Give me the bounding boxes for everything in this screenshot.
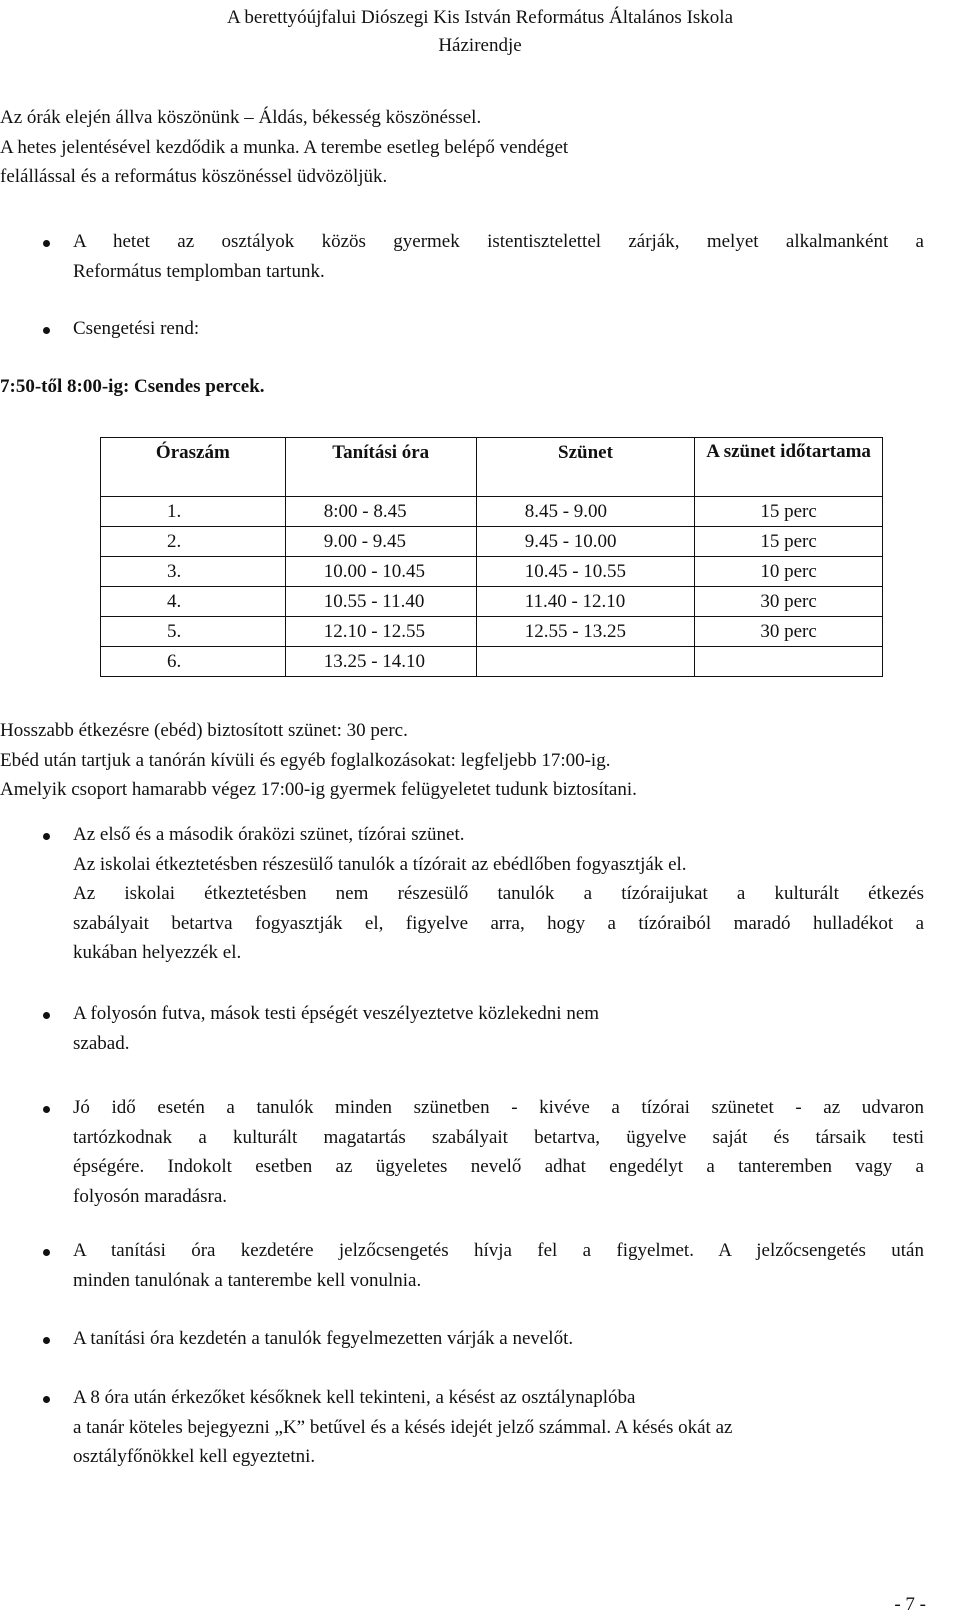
bullet-lateness: [73, 1383, 924, 1472]
bullet-bell: Csengetési rend:: [73, 318, 200, 339]
table-row: [101, 527, 883, 557]
cell-lesson: 12.10 - 12.55: [285, 617, 476, 647]
cell-break: 10.45 - 10.55: [476, 557, 695, 587]
cell-number: 1.: [101, 497, 286, 527]
bullet-week-line-2: Református templomban tartunk.: [73, 260, 325, 282]
page-number: - 7 -: [894, 1594, 926, 1615]
bullet-week: [73, 227, 924, 286]
lateness-line-1: A 8 óra után érkezőket későknek kell tekinteni, a késést az osztálynaplóba: [73, 1387, 636, 1408]
cell-duration: 10 perc: [695, 557, 883, 587]
col-header-break: Szünet: [476, 438, 695, 497]
cell-break: [476, 647, 695, 677]
snack-line-5: kukában helyezzék el.: [73, 942, 242, 963]
bullet-icon: [43, 1337, 50, 1344]
header-doc: Házirendje: [438, 35, 522, 56]
signal-line-2: minden tanulónak a tanterembe kell vonulnia.: [73, 1269, 422, 1291]
bullet-icon: [43, 1249, 50, 1256]
cell-number: 4.: [101, 587, 286, 617]
lateness-line-3: osztályfőnökkel kell egyeztetni.: [73, 1446, 316, 1467]
snack-line-2: Az iskolai étkeztetésben részesülő tanulók a tízórait az ebédlőben fogyasztják el.: [73, 853, 687, 875]
lateness-line-2: a tanár köteles bejegyezni „K” betűvel és a késés idejét jelző számmal. A késés okát az: [73, 1416, 733, 1438]
bell-schedule-table: [100, 437, 883, 677]
table-row: [101, 647, 883, 677]
table-row: [101, 587, 883, 617]
intro-line-3: felállással és a református köszönéssel üdvözöljük.: [0, 166, 388, 187]
col-header-lesson-number: Óraszám: [101, 438, 286, 497]
table-row: [101, 497, 883, 527]
intro-line-2: A hetes jelentésével kezdődik a munka. A terembe esetleg belépő vendéget: [0, 136, 569, 158]
bullet-snack-break: [73, 820, 924, 968]
bullet-icon: [43, 240, 50, 247]
yard-line-3: épségére. Indokolt esetben az ügyeletes nevelő adhat engedélyt a tanteremben vagy a: [73, 1156, 924, 1177]
cell-lesson: 10.55 - 11.40: [285, 587, 476, 617]
cell-break: 9.45 - 10.00: [476, 527, 695, 557]
afternoon-activities-line: Ebéd után tartjuk a tanórán kívüli és egyéb foglalkozásokat: legfeljebb 17:00-ig.: [0, 749, 611, 771]
bullet-icon: [43, 1396, 50, 1403]
yard-line-1: Jó idő esetén a tanulók minden szünetben - kivéve a tízórai szünetet - az udvaron: [73, 1097, 924, 1118]
col-header-break-duration: A szünet időtartama: [695, 438, 883, 497]
cell-duration: 30 perc: [695, 617, 883, 647]
quiet-minutes: 7:50-től 8:00-ig: Csendes percek.: [0, 376, 265, 397]
header-school: A berettyóújfalui Diószegi Kis István Református Általános Iskola: [226, 7, 734, 28]
cell-number: 6.: [101, 647, 286, 677]
cell-lesson: 8:00 - 8.45: [285, 497, 476, 527]
bullet-icon: [43, 1012, 50, 1019]
cell-number: 5.: [101, 617, 286, 647]
table-row: [101, 617, 883, 647]
snack-line-3: Az iskolai étkeztetésben nem részesülő tanulók a tízóraijukat a kulturált étkezés: [73, 883, 924, 904]
bullet-corridor: [73, 999, 924, 1058]
supervision-line: Amelyik csoport hamarabb végez 17:00-ig gyermek felügyeletet tudunk biztosítani.: [0, 779, 637, 800]
bullet-icon: [43, 1106, 50, 1113]
cell-lesson: 13.25 - 14.10: [285, 647, 476, 677]
intro-block: [0, 103, 924, 192]
snack-line-1: Az első és a második óraközi szünet, tízórai szünet.: [73, 824, 465, 845]
table-row: [101, 557, 883, 587]
bullet-lesson-start: [73, 1324, 924, 1354]
intro-line-1: Az órák elején állva köszönünk – Áldás, békesség köszönéssel.: [0, 107, 482, 128]
cell-break: 12.55 - 13.25: [476, 617, 695, 647]
corridor-line-2: szabad.: [73, 1032, 130, 1054]
lunch-break-line: Hosszabb étkezésre (ebéd) biztosított szünet: 30 perc.: [0, 720, 408, 741]
signal-line-1: A tanítási óra kezdetére jelzőcsengetés hívja fel a figyelmet. A jelzőcsengetés után: [73, 1240, 924, 1261]
corridor-line-1: A folyosón futva, mások testi épségét veszélyeztetve közlekedni nem: [73, 1003, 600, 1024]
cell-number: 2.: [101, 527, 286, 557]
bullet-week-line-1: A hetet az osztályok közös gyermek istentisztelettel zárják, melyet alkalmanként a: [73, 231, 924, 252]
cell-duration: 15 perc: [695, 497, 883, 527]
cell-duration: [695, 647, 883, 677]
yard-line-4: folyosón maradásra.: [73, 1185, 228, 1207]
bullet-yard: [73, 1093, 924, 1211]
bullet-signal-bell: [73, 1236, 924, 1295]
yard-line-2: tartózkodnak a kulturált magatartás szabályait betartva, ügyelve saját és társaik testi: [73, 1126, 924, 1148]
table-header-row: [101, 438, 883, 497]
cell-break: 8.45 - 9.00: [476, 497, 695, 527]
cell-duration: 15 perc: [695, 527, 883, 557]
cell-duration: 30 perc: [695, 587, 883, 617]
cell-lesson: 10.00 - 10.45: [285, 557, 476, 587]
bullet-icon: [43, 327, 50, 334]
snack-line-4: szabályait betartva fogyasztják el, figyelve arra, hogy a tízóraiból maradó hulladékot a: [73, 912, 924, 934]
cell-lesson: 9.00 - 9.45: [285, 527, 476, 557]
col-header-lesson-time: Tanítási óra: [285, 438, 476, 497]
cell-number: 3.: [101, 557, 286, 587]
bullet-icon: [43, 833, 50, 840]
lesson-start-line: A tanítási óra kezdetén a tanulók fegyelmezetten várják a nevelőt.: [73, 1328, 574, 1349]
after-table-block: [0, 716, 637, 805]
cell-break: 11.40 - 12.10: [476, 587, 695, 617]
